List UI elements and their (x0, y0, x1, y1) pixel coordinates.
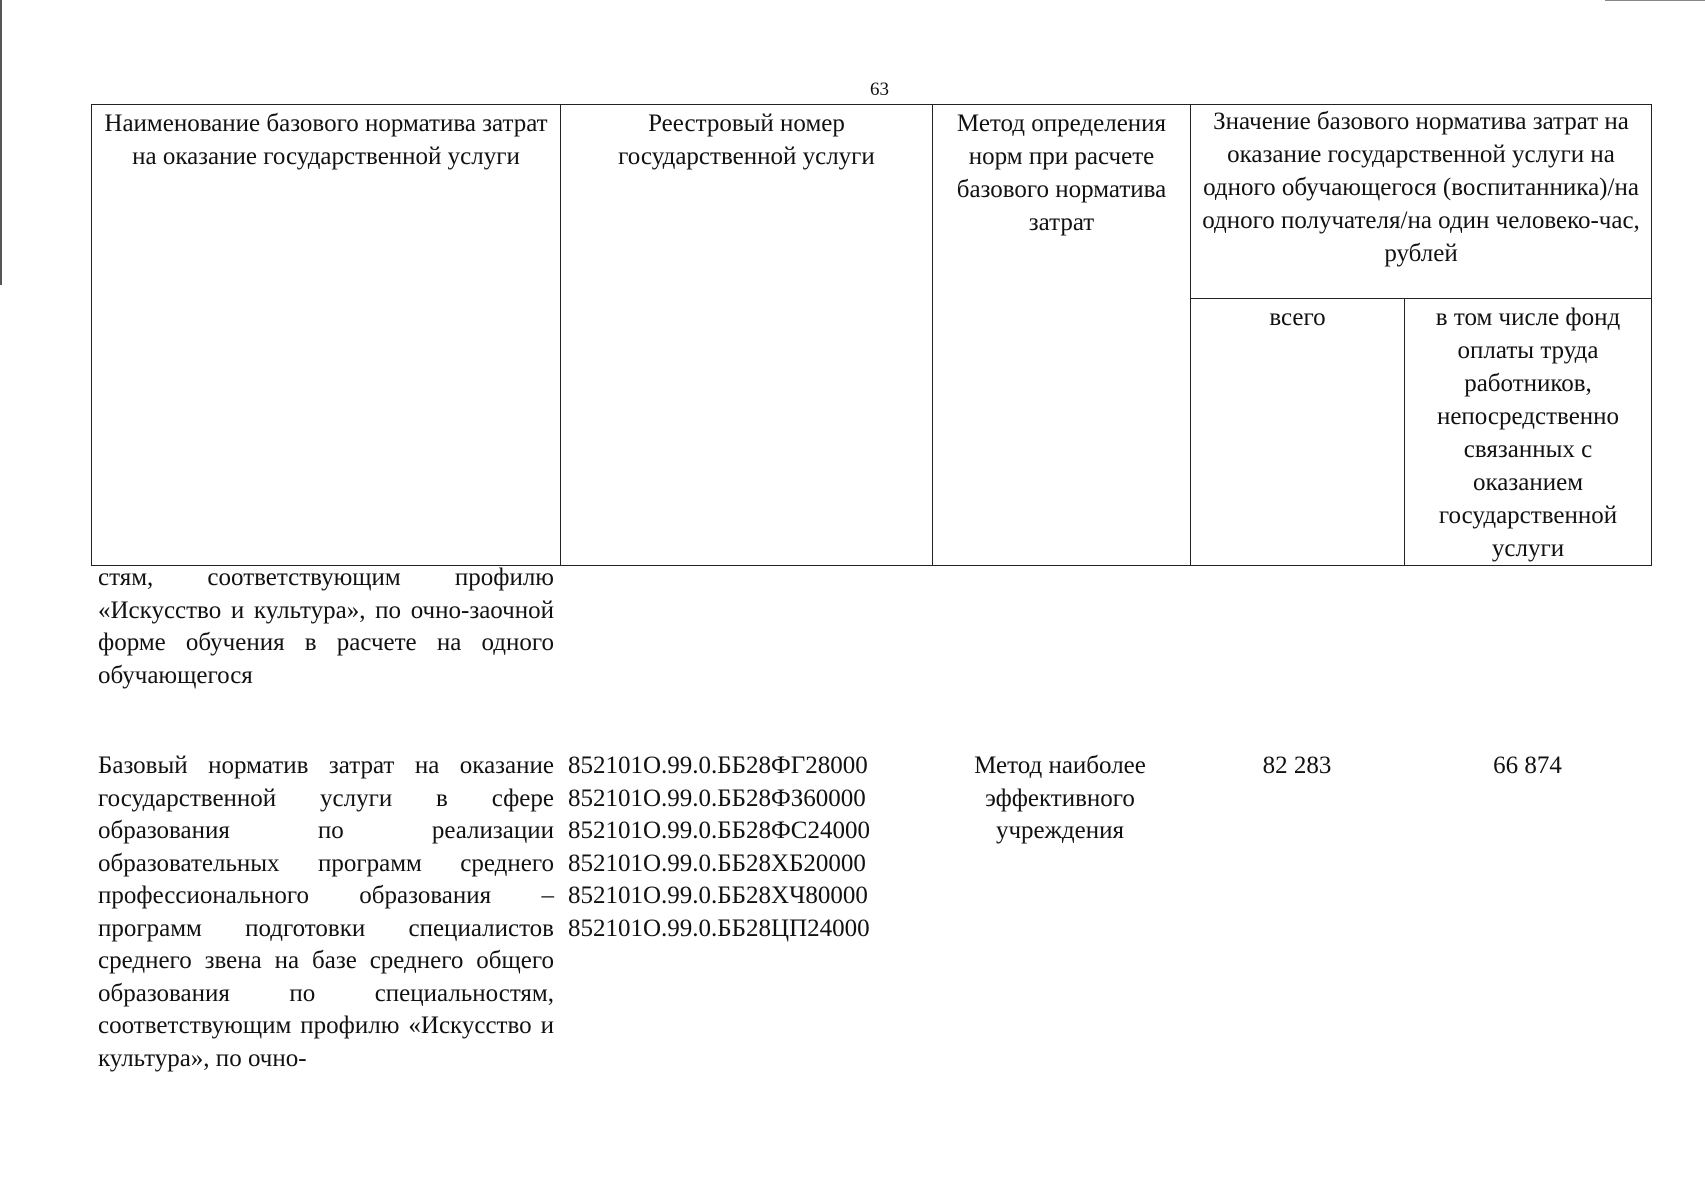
header-cell-method: Метод определения норм при расчете базового норматива затрат (933, 105, 1191, 566)
row-method: Метод наиболее эффективного учреждения (974, 752, 1146, 844)
header-cell-wage: в том числе фонд оплаты труда работников, непосредственно связанных с оказанием государственной услуги (1405, 299, 1652, 566)
registry-code: 852101О.99.0.ББ28ХБ20000 (568, 849, 866, 877)
header-cell-registry: Реестровый номер государственной услуги (561, 105, 933, 566)
registry-code: 852101О.99.0.ББ28ФС24000 (568, 817, 870, 844)
header-cell-total: всего (1191, 299, 1405, 566)
scan-edge-mark (0, 0, 2, 285)
header-cell-name: Наименование базового норматива затрат на оказание государственной услуги (92, 105, 561, 566)
registry-code: 852101О.99.0.ББ28ХЧ80000 (568, 882, 868, 909)
registry-code: 852101О.99.0.ББ28ЦП24000 (568, 914, 870, 942)
table-header (91, 104, 1652, 566)
scan-top-mark (1605, 0, 1705, 1)
header-cell-value: Значение базового норматива затрат на оказание государственной услуги на одного обучающегося (воспитанника)/на одного получателя/на один человеко-час, рублей (1191, 105, 1652, 299)
row-name: Базовый норматив затрат на оказание государственной услуги в сфере образования по реализации образовательных программ среднего профессионального образования – программ подготовки специалистов среднего звена на базе среднего общего образования по специальностям, соответствующим профилю «Искусство и культура», по очно- (98, 752, 554, 1072)
registry-code: 852101О.99.0.ББ28ФГ28000 (568, 752, 868, 779)
registry-codes (568, 750, 870, 945)
registry-code: 852101О.99.0.ББ28ФЗ60000 (568, 784, 866, 812)
page-number: 63 (870, 79, 889, 100)
continuation-text: стям, соответствующим профилю «Искусство и культура», по очно-заочной форме обучения в расчете на одного обучающегося (98, 564, 554, 689)
row-wage-fund: 66 874 (1493, 752, 1562, 779)
row-total: 82 283 (1262, 752, 1332, 779)
